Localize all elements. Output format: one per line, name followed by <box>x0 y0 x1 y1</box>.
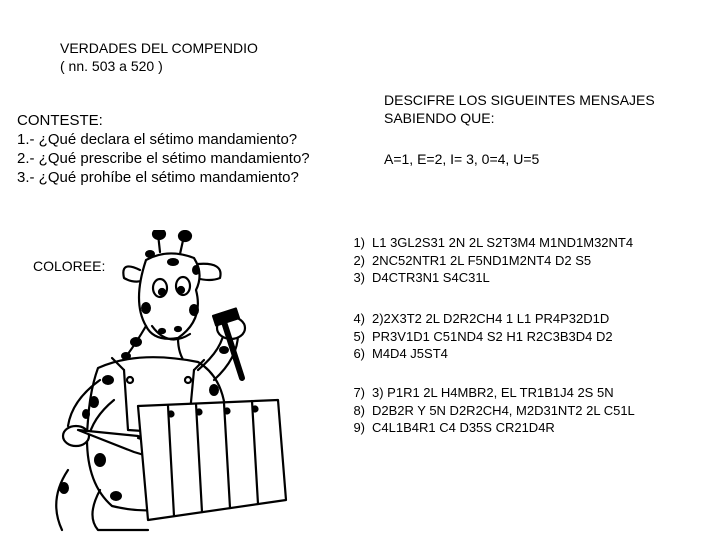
message-row <box>343 310 613 328</box>
message-number: 7) <box>353 385 365 400</box>
message-number: 3) <box>353 270 365 285</box>
message-text: L1 3GL2S31 2N 2L S2T3M4 M1ND1M32NT4 <box>372 235 634 250</box>
coloring-label: COLOREE: <box>33 258 106 274</box>
vowel-key: A=1, E=2, I= 3, 0=4, U=5 <box>384 151 540 167</box>
message-text: M4D4 J5ST4 <box>372 346 448 361</box>
message-number: 4) <box>353 311 365 326</box>
page-title: VERDADES DEL COMPENDIO <box>60 40 258 56</box>
message-number: 6) <box>353 346 365 361</box>
message-row <box>343 345 613 363</box>
message-row <box>343 402 635 420</box>
message-text: 2)2X3T2 2L D2R2CH4 1 L1 PR4P32D1D <box>372 311 610 326</box>
message-number: 1) <box>353 235 365 250</box>
message-row <box>343 419 635 437</box>
decode-line-2: SABIENDO QUE: <box>384 110 495 126</box>
message-text: D4CTR3N1 S4C31L <box>372 270 490 285</box>
questions-block <box>17 111 310 187</box>
questions-heading: CONTESTE: <box>17 112 103 129</box>
question-item: 3.- ¿Qué prohíbe el sétimo mandamiento? <box>17 169 299 186</box>
message-group-1 <box>343 234 633 287</box>
giraffe-carpenter-icon <box>28 230 303 535</box>
message-text: 3) P1R1 2L H4MBR2, EL TR1B1J4 2S 5N <box>372 385 614 400</box>
message-row <box>343 328 613 346</box>
question-item: 1.- ¿Qué declara el sétimo mandamiento? <box>17 131 298 148</box>
message-number: 9) <box>353 420 365 435</box>
message-row <box>343 384 635 402</box>
message-number: 5) <box>353 328 365 344</box>
message-text: 2NC52NTR1 2L F5ND1M2NT4 D2 S5 <box>372 252 592 268</box>
message-row <box>343 234 633 252</box>
message-group-3 <box>343 384 635 437</box>
question-item: 2.- ¿Qué prescribe el sétimo mandamiento? <box>17 150 310 167</box>
message-group-2 <box>343 310 613 363</box>
title-block <box>60 39 258 75</box>
message-text: PR3V1D1 C51ND4 S2 H1 R2C3B3D4 D2 <box>372 328 613 344</box>
message-row <box>343 269 633 287</box>
page-subtitle: ( nn. 503 a 520 ) <box>60 58 163 74</box>
message-number: 2) <box>353 252 365 268</box>
message-text: C4L1B4R1 C4 D35S CR21D4R <box>372 420 555 435</box>
decode-instructions <box>384 91 655 127</box>
message-row <box>343 252 633 270</box>
decode-line-1: DESCIFRE LOS SIGUEINTES MENSAJES <box>384 92 655 108</box>
message-text: D2B2R Y 5N D2R2CH4, M2D31NT2 2L C51L <box>372 402 635 418</box>
message-number: 8) <box>353 402 365 418</box>
